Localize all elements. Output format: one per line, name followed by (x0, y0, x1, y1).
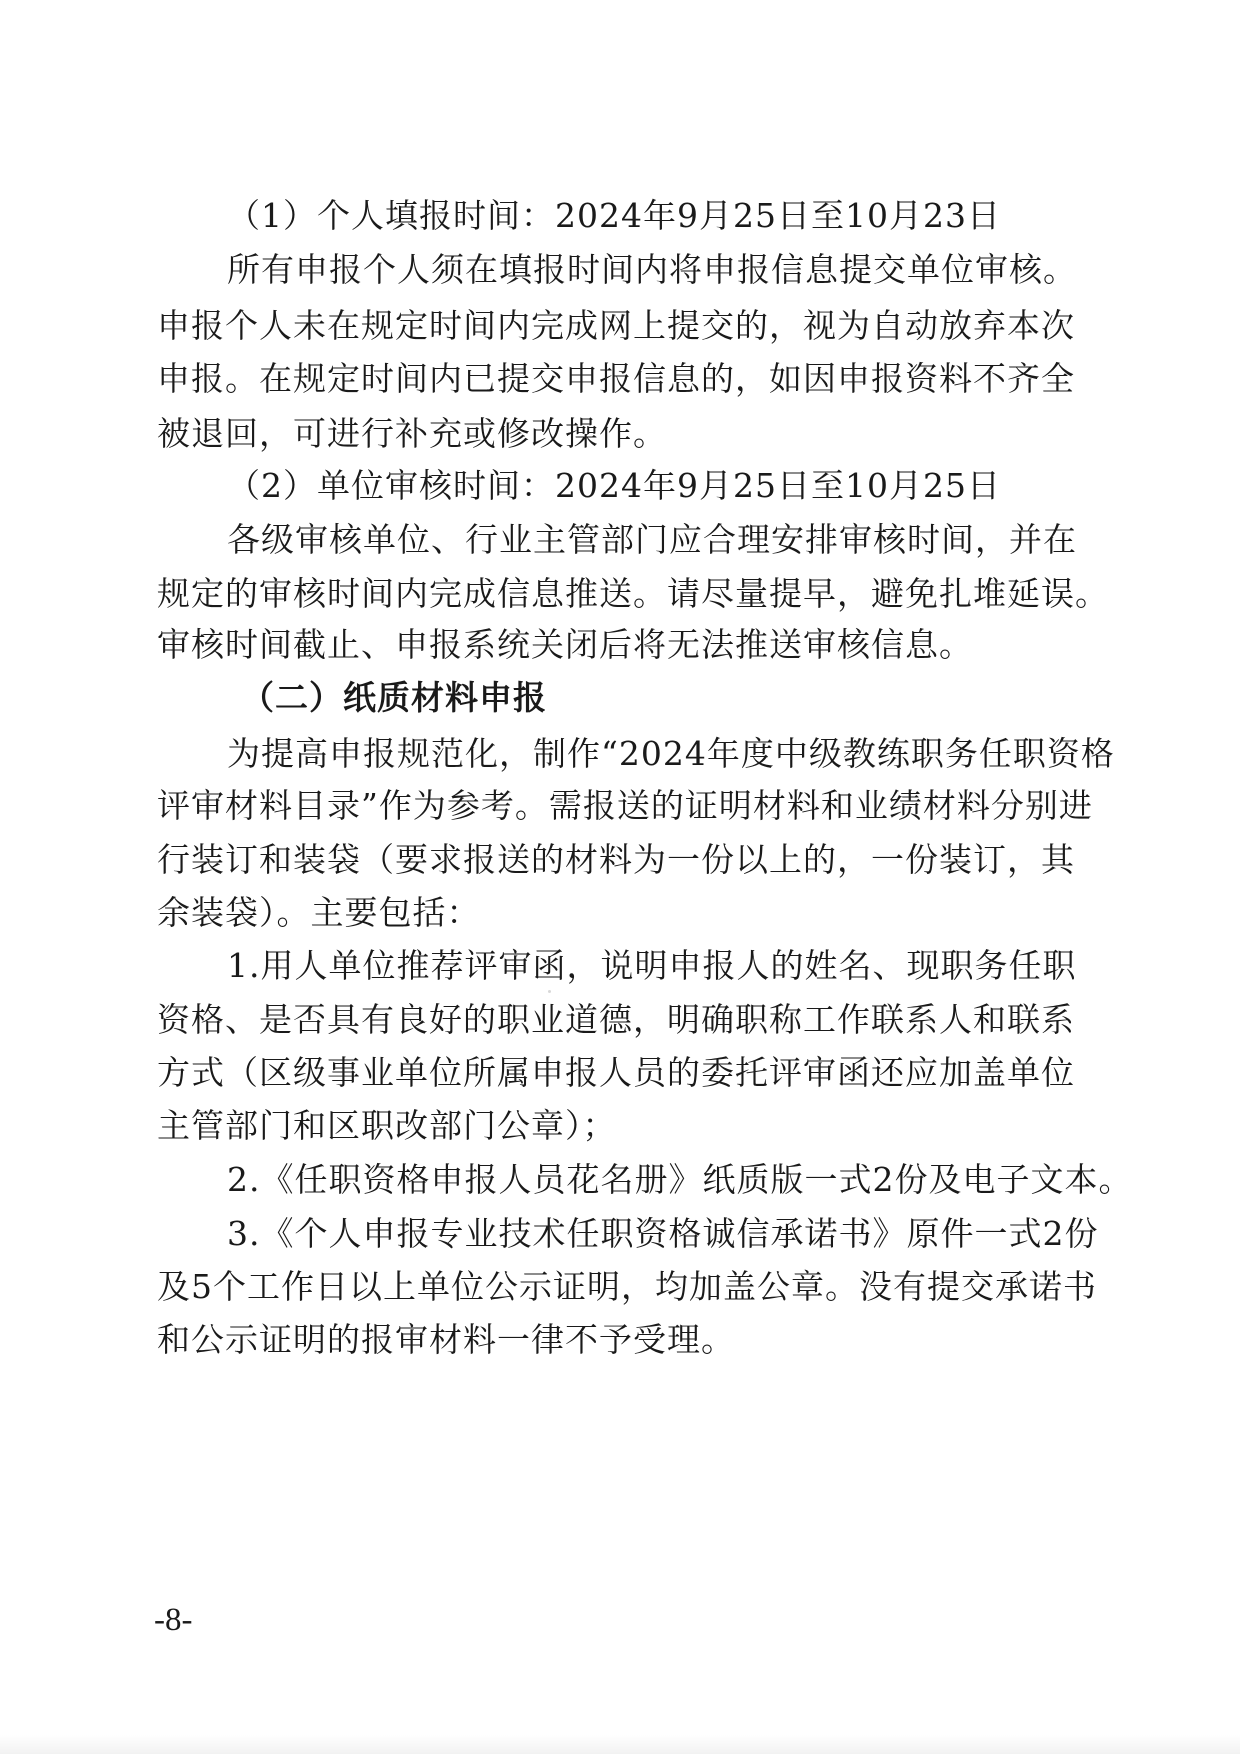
paragraph-line: 规定的审核时间内完成信息推送。请尽量提早，避免扎堆延误。 (157, 574, 1109, 613)
paragraph-line: （2）单位审核时间：2024年9月25日至10月25日 (227, 466, 1001, 505)
scan-speck (548, 990, 551, 993)
paragraph-line: 审核时间截止、申报系统关闭后将无法推送审核信息。 (157, 625, 973, 664)
paragraph-line: 行装订和装袋（要求报送的材料为一份以上的，一份装订，其 (157, 840, 1075, 879)
paragraph-line: （1）个人填报时间：2024年9月25日至10月23日 (227, 196, 1001, 235)
paragraph-line: 评审材料目录”作为参考。需报送的证明材料和业绩材料分别进 (157, 786, 1093, 825)
page-number: -8- (154, 1602, 193, 1638)
paragraph-line: 被退回，可进行补充或修改操作。 (157, 414, 667, 453)
paragraph-line: 申报个人未在规定时间内完成网上提交的，视为自动放弃本次 (157, 306, 1075, 345)
list-item-line: 和公示证明的报审材料一律不予受理。 (157, 1320, 735, 1359)
paragraph-line: 所有申报个人须在填报时间内将申报信息提交单位审核。 (227, 250, 1077, 289)
paragraph-line: 为提高申报规范化，制作“2024年度中级教练职务任职资格 (227, 734, 1115, 773)
paragraph-line: 余装袋）。主要包括： (157, 893, 481, 932)
list-item-line: 3.《个人申报专业技术任职资格诚信承诺书》原件一式2份 (227, 1214, 1099, 1253)
section-heading: （二）纸质材料申报 (241, 678, 547, 717)
list-item-line: 及5个工作日以上单位公示证明，均加盖公章。没有提交承诺书 (157, 1267, 1097, 1306)
list-item-line: 主管部门和区职改部门公章）； (157, 1106, 617, 1145)
list-item-line: 1.用人单位推荐评审函，说明申报人的姓名、现职务任职 (227, 946, 1077, 985)
list-item-line: 资格、是否具有良好的职业道德，明确职称工作联系人和联系 (157, 1000, 1075, 1039)
list-item-line: 2.《任职资格申报人员花名册》纸质版一式2份及电子文本。 (227, 1160, 1133, 1199)
paragraph-line: 各级审核单位、行业主管部门应合理安排审核时间，并在 (227, 520, 1077, 559)
list-item-line: 方式（区级事业单位所属申报人员的委托评审函还应加盖单位 (157, 1053, 1075, 1092)
scan-edge-shadow (0, 1735, 1240, 1754)
paragraph-line: 申报。在规定时间内已提交申报信息的，如因申报资料不齐全 (157, 359, 1075, 398)
